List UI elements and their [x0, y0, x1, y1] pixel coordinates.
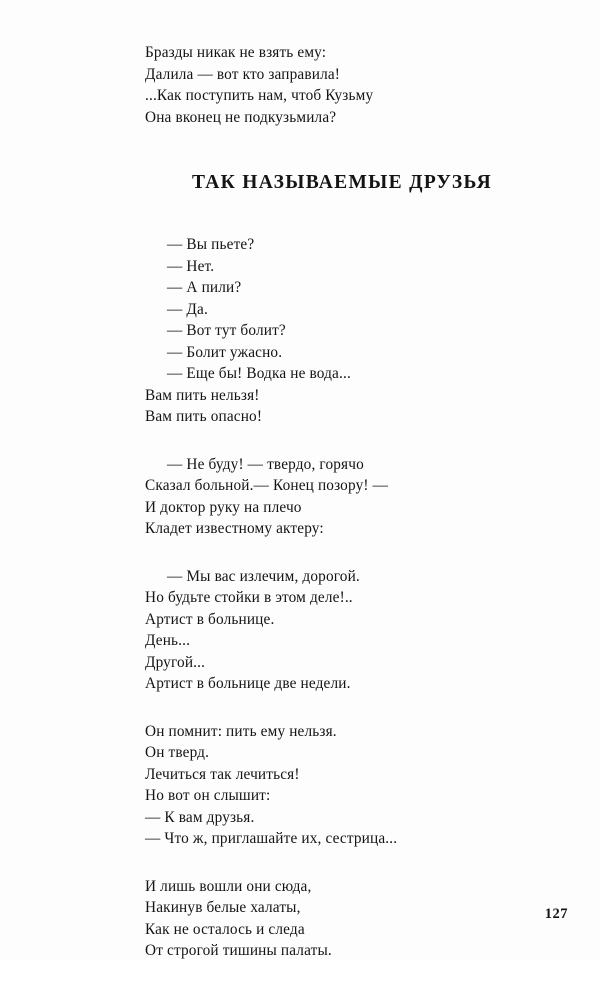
verse-line: И лишь вошли они сюда, — [145, 877, 312, 895]
verse-line: — Вот тут болит? — [167, 322, 286, 339]
verse-line: — А пили? — [167, 279, 242, 296]
page-content — [145, 42, 545, 988]
verse-line: Кладет известному актеру: — [145, 520, 324, 537]
verse-line: — Да. — [167, 300, 208, 318]
verse-line: — Что ж, приглашайте их, сестрица... — [145, 830, 398, 847]
verse-line: Артист в больнице две недели. — [145, 675, 351, 692]
verse-line: — Вы пьете? — [167, 236, 255, 253]
poem-title: ТАК НАЗЫВАЕМЫЕ ДРУЗЬЯ — [191, 172, 493, 193]
verse-line: Накинув белые халаты, — [145, 899, 301, 916]
verse-line: Сказал больной.— Конец позору! — — [145, 477, 389, 494]
verse-line: — Не буду! — твердо, горячо — [167, 455, 364, 473]
verse-line: — Нет. — [167, 257, 215, 275]
verse-line: Бразды никак не взять ему: — [145, 44, 327, 61]
verse-line: ...Как поступить нам, чтоб Кузьму — [145, 87, 374, 104]
verse-line: День... — [145, 632, 191, 649]
verse-line: Другой... — [145, 653, 206, 671]
verse-line: Далила — вот кто заправила! — [145, 65, 341, 83]
verse-line: Он помнит: пить ему нельзя. — [145, 722, 337, 740]
verse-line: — Еще бы! Водка не вода... — [167, 365, 351, 382]
poem-stanza-5 — [145, 876, 545, 962]
verse-line: Вам пить нельзя! — [145, 386, 260, 404]
poem-stanza-2 — [145, 454, 545, 540]
verse-line: Но вот он слышит: — [145, 787, 271, 804]
verse-line: Вам пить опасно! — [145, 408, 263, 425]
page-number: 127 — [544, 906, 568, 922]
poem-stanza-3 — [145, 566, 545, 695]
verse-line: Артист в больнице. — [145, 610, 275, 628]
opening-stanza — [145, 42, 545, 128]
verse-line: Она вконец не подкузьмила? — [145, 108, 337, 126]
verse-line: И доктор руку на плечо — [145, 498, 302, 516]
verse-line: — Мы вас излечим, дорогой. — [167, 567, 360, 585]
poem-stanza-1 — [145, 234, 545, 428]
verse-line: — Болит ужасно. — [167, 343, 283, 361]
verse-line: Как не осталось и следа — [145, 920, 305, 938]
verse-line: Он тверд. — [145, 744, 210, 761]
poem-stanza-4 — [145, 721, 545, 850]
verse-line: Лечиться так лечиться! — [145, 765, 300, 783]
verse-line: Но будьте стойки в этом деле!.. — [145, 589, 353, 606]
verse-line: — К вам друзья. — [145, 808, 255, 826]
verse-line: От строгой тишины палаты. — [145, 942, 332, 959]
